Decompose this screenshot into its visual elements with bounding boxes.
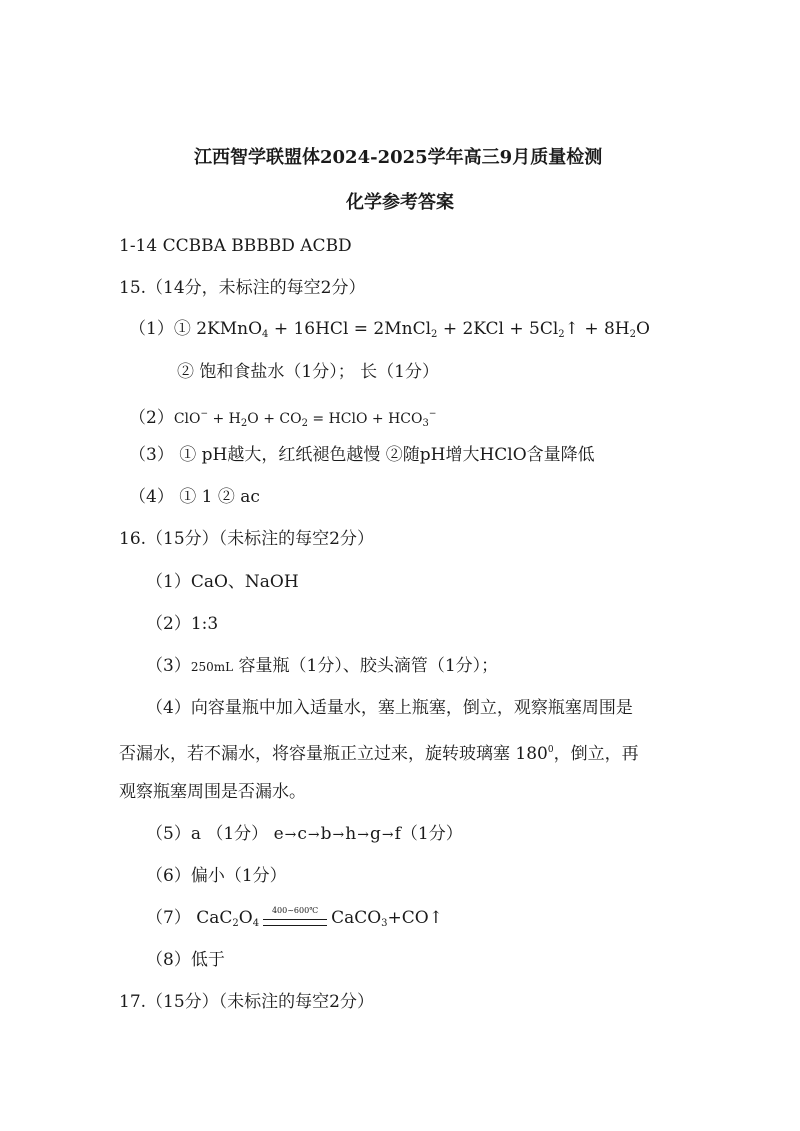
arrow-icon: → [381, 827, 394, 843]
arrow-icon: → [284, 827, 297, 843]
sequence-item: g [369, 824, 381, 844]
arrow-icon: → [357, 827, 369, 843]
q16-part8: （8）低于 [146, 950, 225, 970]
arrow-icon: → [332, 827, 345, 843]
document-title: 江西智学联盟体2024-2025学年高三9月质量检测 [194, 147, 603, 168]
q15-part3: （3） ① pH越大，红纸褪色越慢 ②随pH增大HClO含量降低 [129, 445, 595, 465]
q15-part4: （4） ① 1 ② ac [129, 487, 260, 507]
q16-part4-line1: （4）向容量瓶中加入适量水，塞上瓶塞，倒立，观察瓶塞周围是 [146, 698, 633, 718]
q15-part1-answer2: ② 饱和食盐水（1分）； 长（1分） [177, 362, 439, 382]
sequence-item: c [297, 824, 307, 844]
q16-part6: （6）偏小（1分） [146, 866, 287, 886]
arrow-icon: → [307, 827, 320, 843]
q15-part2-equation: $(2)ClO^- + H_2O + CO_2$ = HClO + $HCO_3^-$ [129, 408, 437, 429]
q15-part1-equation: （1）① 2KMnO$_4$ + 16HCl = 2MnCl$_2$ + $2KCl + 5Cl_2↑ + 8H_2O$ [129, 319, 650, 340]
q16-part4-line3: 观察瓶塞周围是否漏水。 [119, 782, 306, 802]
q16-part2: （2）1:3 [146, 614, 219, 634]
q16-part1: （1）CaO、NaOH [146, 572, 299, 592]
equilibrium-sign [263, 919, 327, 926]
sequence-item: b [320, 824, 332, 844]
q16-part5: （5）a （1分） e→c→b→h→g→f（1分） [146, 824, 463, 844]
q16-header: 16.（15分）（未标注的每空2分） [119, 529, 374, 549]
q16-part4-line2: 否漏水，若不漏水，将容量瓶正立过来，旋转玻璃塞 $180^0$，倒立，再 [119, 744, 639, 764]
q15-header: 15.（14分，未标注的每空2分） [119, 278, 366, 298]
multiple-choice-answers: 1-14 CCBBA BBBBD ACBD [119, 236, 352, 256]
sequence-item: h [345, 824, 357, 844]
q16-part7-equation: （7） $CaC_2O_4$ 400~600℃ CaCO$_3$+CO↑ [146, 906, 443, 929]
q17-header: 17.（15分）（未标注的每空2分） [119, 992, 374, 1012]
document-subtitle: 化学参考答案 [346, 192, 454, 213]
q16-part3: （3）250mL 容量瓶（1分）、胶头滴管（1分）； [146, 656, 499, 676]
sequence-item: e [273, 824, 284, 844]
sequence-item: f [394, 824, 401, 844]
reaction-condition: 400~600℃ [261, 907, 329, 929]
